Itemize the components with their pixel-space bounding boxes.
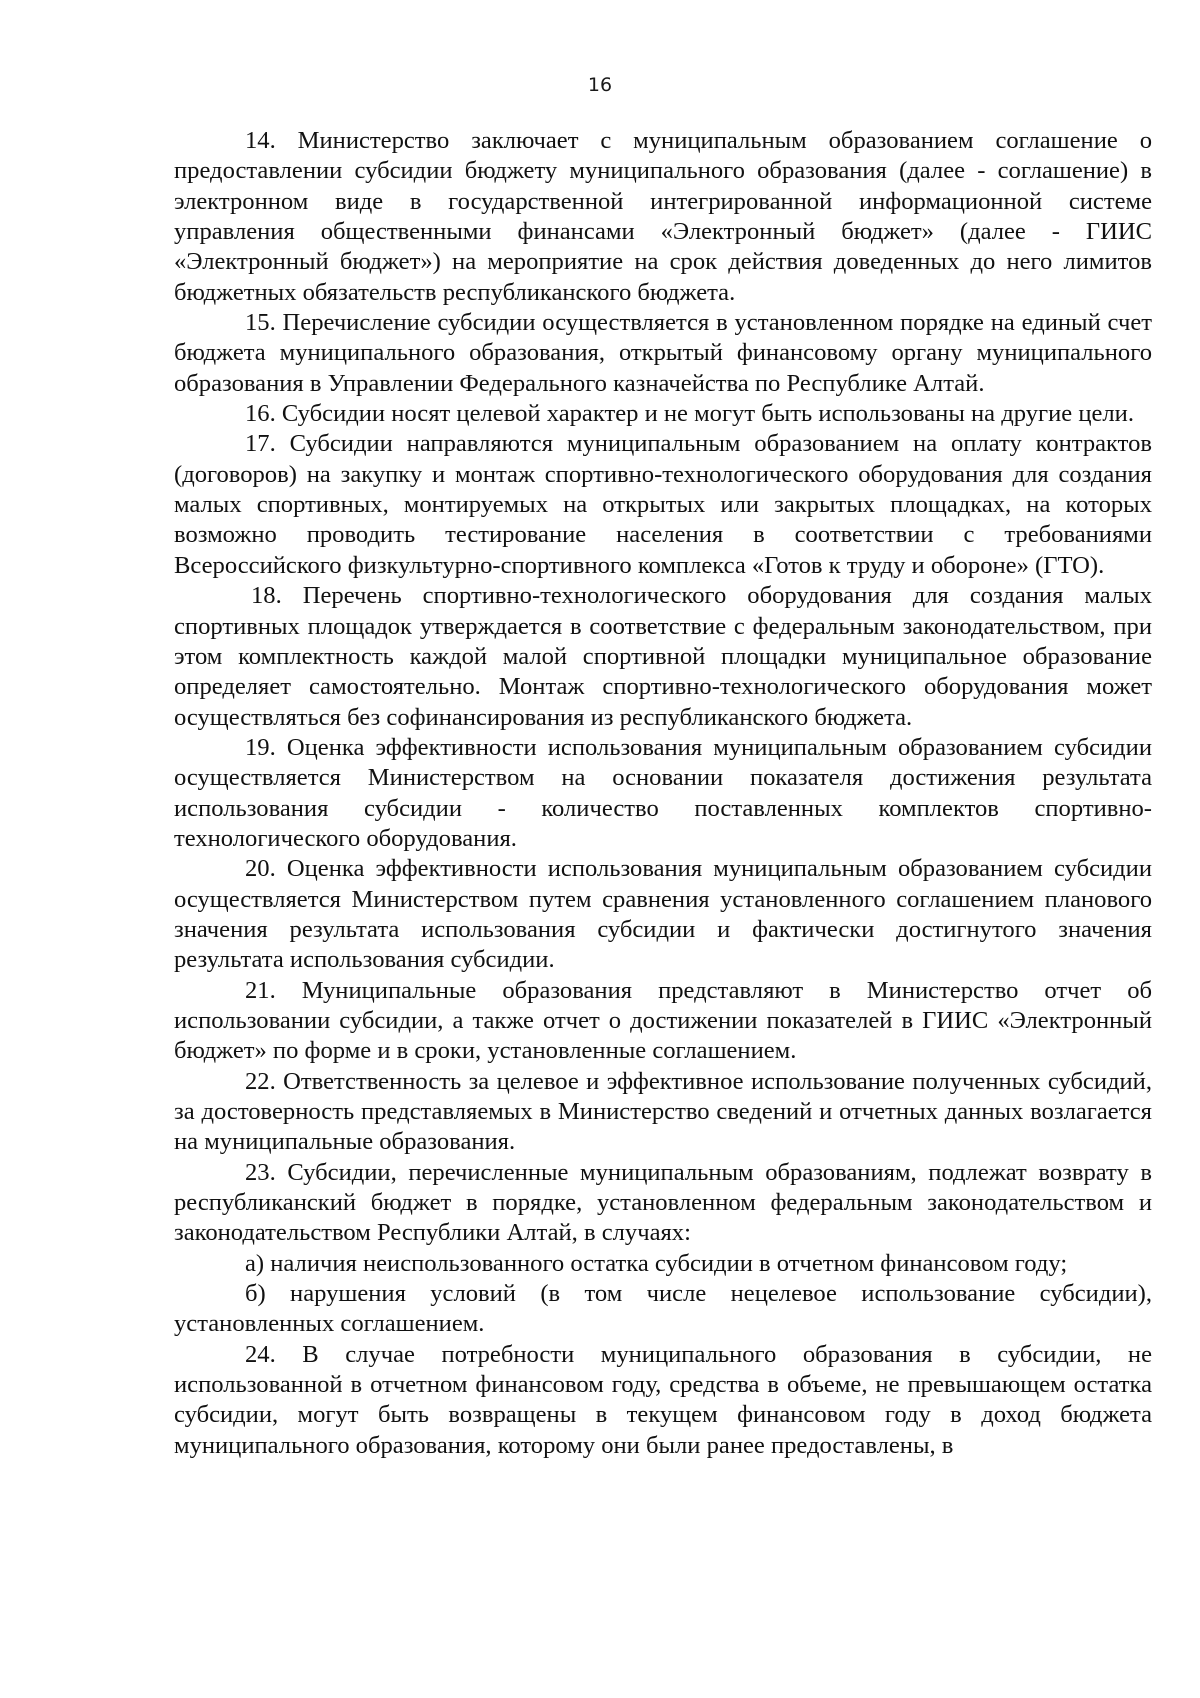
page-number: 16 (587, 74, 613, 96)
paragraph-23-b: б) нарушения условий (в том числе нецелевое использование субсидии), установленных соглашением. (174, 1280, 1152, 1338)
paragraph-18: 18. Перечень спортивно-технологического оборудования для создания малых спортивных площадок утверждается в соответствие с федеральным законодательством, при этом комплектность каждой малой спортивной площадки муниципальное образование определяет самостоятельно. Монтаж спортивно-технологического оборудования может осуществляться без софинансирования из республиканского бюджета. (174, 582, 1152, 731)
paragraph-15: 15. Перечисление субсидии осуществляется в установленном порядке на единый счет бюджета муниципального образования, открытый финансовому органу муниципального образования в Управлении Федерального казначейства по Республике Алтай. (174, 309, 1152, 397)
paragraph-17: 17. Субсидии направляются муниципальным образованием на оплату контрактов (договоров) на закупку и монтаж спортивно-технологического оборудования для создания малых спортивных, монтируемых на открытых или закрытых площадках, на которых возможно проводить тестирование населения в соответствии с требованиями Всероссийского физкультурно-спортивного комплекса «Готов к труду и обороне» (ГТО). (174, 430, 1152, 579)
document-body (174, 126, 1152, 1461)
paragraph-22: 22. Ответственность за целевое и эффективное использование полученных субсидий, за достоверность представляемых в Министерство сведений и отчетных данных возлагается на муниципальные образования. (174, 1067, 1152, 1156)
paragraph-24: 24. В случае потребности муниципального образования в субсидии, не использованной в отчетном финансовом году, средства в объеме, не превышающем остатка субсидии, могут быть возвращены в текущем финансовом году в доход бюджета муниципального образования, которому они были ранее предоставлены, в (174, 1340, 1152, 1459)
paragraph-23-a: а) наличия неиспользованного остатка субсидии в отчетном финансовом году; (245, 1249, 1068, 1277)
paragraph-19: 19. Оценка эффективности использования муниципальным образованием субсидии осуществляется Министерством на основании показателя достижения результата использования субсидии - количество поставленных комплектов спортивно-технологического оборудования. (174, 733, 1152, 852)
paragraph-14: 14. Министерство заключает с муниципальным образованием соглашение о предоставлении субсидии бюджету муниципального образования (далее - соглашение) в электронном виде в государственной интегрированной информационной системе управления общественными финансами «Электронный бюджет» (далее - ГИИС «Электронный бюджет») на мероприятие на срок действия доведенных до него лимитов бюджетных обязательств республиканского бюджета. (174, 127, 1152, 306)
paragraph-16: 16. Субсидии носят целевой характер и не могут быть использованы на другие цели. (245, 400, 1134, 428)
paragraph-21: 21. Муниципальные образования представляют в Министерство отчет об использовании субсидии, а также отчет о достижении показателей в ГИИС «Электронный бюджет» по форме и в сроки, установленные соглашением. (174, 976, 1152, 1065)
paragraph-23: 23. Субсидии, перечисленные муниципальным образованиям, подлежат возврату в республиканский бюджет в порядке, установленном федеральным законодательством и законодательством Республики Алтай, в случаях: (174, 1158, 1152, 1247)
paragraph-20: 20. Оценка эффективности использования муниципальным образованием субсидии осуществляется Министерством путем сравнения установленного соглашением планового значения результата использования субсидии и фактически достигнутого значения результата использования субсидии. (174, 855, 1152, 974)
